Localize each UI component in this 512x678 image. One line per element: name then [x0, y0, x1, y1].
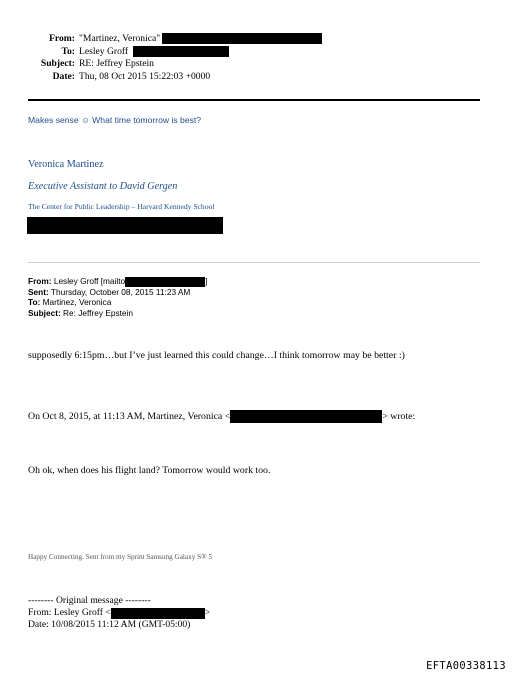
from-value: "Martinez, Veronica" — [79, 33, 161, 44]
section-divider — [28, 262, 480, 263]
subject-value: RE: Jeffrey Epstein — [79, 58, 154, 69]
fwd-from-close: ] — [205, 276, 208, 286]
redaction-box — [27, 217, 223, 234]
subject-label: Subject: — [40, 58, 75, 69]
header-date-row — [18, 71, 358, 84]
fwd-from-label: From: — [28, 276, 52, 286]
fwd-sent-row — [28, 287, 207, 298]
original-message — [28, 595, 210, 632]
reply-text: Makes sense ☺ What time tomorrow is best? — [28, 115, 202, 125]
forwarded-header — [28, 276, 207, 319]
date-label: Date: — [52, 70, 75, 82]
quote-intro: On Oct 8, 2015, at 11:13 AM, Martinez, Veronica < — [28, 411, 231, 422]
fwd-from-value: Lesley Groff [mailto — [53, 276, 126, 286]
signature-title: Executive Assistant to David Gergen — [28, 181, 178, 192]
original-from-prefix: From: Lesley Groff < — [28, 607, 111, 619]
fwd-sent-label: Sent: — [28, 286, 49, 297]
fwd-subject-row — [28, 308, 207, 319]
bates-number: EFTA00338113 — [426, 660, 506, 672]
message-line-1: supposedly 6:15pm…but I’ve just learned this could change…I think tomorrow may be better :) — [28, 350, 405, 361]
quote-wrote: > wrote: — [382, 411, 416, 422]
redaction-box — [111, 608, 205, 619]
original-date-row: Date: 10/08/2015 11:12 AM (GMT-05:00) — [28, 619, 191, 631]
fwd-subject-label: Subject: — [28, 308, 61, 318]
to-label: To: — [61, 45, 75, 57]
fwd-sent-value: Thursday, October 08, 2015 11:23 AM — [50, 286, 191, 297]
redaction-box — [162, 33, 322, 44]
quote-intro-line — [28, 410, 415, 423]
fwd-subject-value: Re: Jeffrey Epstein — [63, 308, 133, 318]
redaction-box — [230, 410, 382, 423]
redaction-box — [125, 276, 208, 287]
from-label: From: — [49, 33, 75, 44]
header-subject-row — [18, 58, 358, 71]
date-value: Thu, 08 Oct 2015 15:22:03 +0000 — [79, 70, 211, 82]
redaction-box — [133, 46, 229, 57]
original-separator: -------- Original message -------- — [28, 595, 151, 606]
device-signature: Happy Connecting. Sent from my Sprint Samsung Galaxy S® 5 — [28, 553, 212, 561]
to-value: Lesley Groff — [79, 45, 129, 57]
email-header — [18, 33, 358, 83]
message-line-2: Oh ok, when does his flight land? Tomorrow would work too. — [28, 465, 271, 476]
signature-org: The Center for Public Leadership – Harvard Kennedy School — [28, 202, 215, 211]
signature-name: Veronica Martinez — [28, 159, 104, 170]
header-divider — [28, 99, 480, 101]
fwd-from-row — [28, 276, 207, 287]
header-from-row — [18, 33, 358, 46]
fwd-to-label: To: — [28, 297, 41, 308]
fwd-to-row — [28, 297, 207, 308]
original-from-suffix: > — [204, 607, 211, 619]
header-to-row — [18, 46, 358, 59]
original-from-row — [28, 607, 210, 619]
fwd-to-value: Martinez, Veronica — [42, 297, 112, 308]
